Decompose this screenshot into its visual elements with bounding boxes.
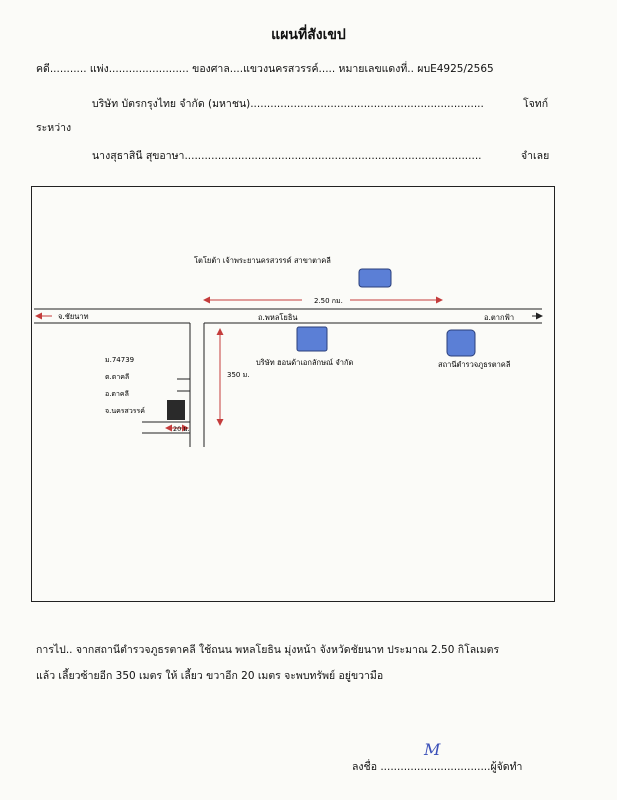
signature-mark: M bbox=[424, 740, 441, 759]
signature-line: ลงชื่อ .................................ผู้จัดทำ bbox=[352, 761, 523, 773]
document-title: แผนที่สังเขป bbox=[271, 27, 346, 43]
map-box bbox=[31, 186, 555, 602]
address-line-4: จ.นครสวรรค์ bbox=[105, 407, 145, 415]
distance-top-label: 2.50 กม. bbox=[314, 297, 343, 305]
distance-small-label: 20 ม. bbox=[173, 425, 190, 433]
defendant-role: จำเลย bbox=[521, 150, 550, 162]
distance-vertical-label: 350 ม. bbox=[227, 371, 250, 379]
between-label: ระหว่าง bbox=[36, 122, 72, 134]
company-landmark bbox=[297, 327, 327, 351]
target-property-marker bbox=[167, 400, 185, 420]
plaintiff-line: บริษัท บัตรกรุงไทย จำกัด (มหาชน)...................................................................... bbox=[92, 98, 484, 110]
address-line-3: อ.ตาคลี bbox=[105, 390, 129, 398]
directions-line-1: การไป.. จากสถานีตำรวจภูธรตาคลี ใช้ถนน พหลโยธิน มุ่งหน้า จังหวัดชัยนาท ประมาณ 2.50 กิโลเมตร bbox=[36, 644, 500, 656]
defendant-line: นางสุธาสินี สุขอาษา......................................................................................... bbox=[92, 150, 482, 162]
plaintiff-role: โจทก์ bbox=[523, 98, 549, 110]
map-drawing bbox=[32, 187, 556, 603]
company-label: บริษัท ฮอนด้าเอกลักษณ์ จำกัด bbox=[256, 358, 354, 367]
police-station-landmark bbox=[447, 330, 475, 356]
directions-line-2: แล้ว เลี้ยวซ้ายอีก 350 เมตร ให้ เลี้ยว ขวาอีก 20 เมตร จะพบทรัพย์ อยู่ขวามือ bbox=[36, 670, 384, 682]
to-takfa-label: อ.ตากฟ้า bbox=[484, 313, 515, 322]
address-line-2: ต.ตาคลี bbox=[105, 373, 130, 381]
toyota-label: โตโยต้า เจ้าพระยานครสวรรค์ สาขาตาคลี bbox=[194, 256, 331, 265]
address-line-1: ม.74739 bbox=[105, 356, 135, 364]
case-number-line: คดี........... แพ่ง........................ ของศาล....แขวงนครสวรรค์..... หมายเลขแดงที่.. ผบE4925/2565 bbox=[36, 63, 494, 75]
toyota-landmark bbox=[359, 269, 391, 287]
police-station-label: สถานีตำรวจภูธรตาคลี bbox=[438, 360, 511, 369]
road-name-label: ถ.พหลโยธิน bbox=[258, 313, 298, 322]
to-chainat-label: จ.ชัยนาท bbox=[58, 312, 89, 321]
